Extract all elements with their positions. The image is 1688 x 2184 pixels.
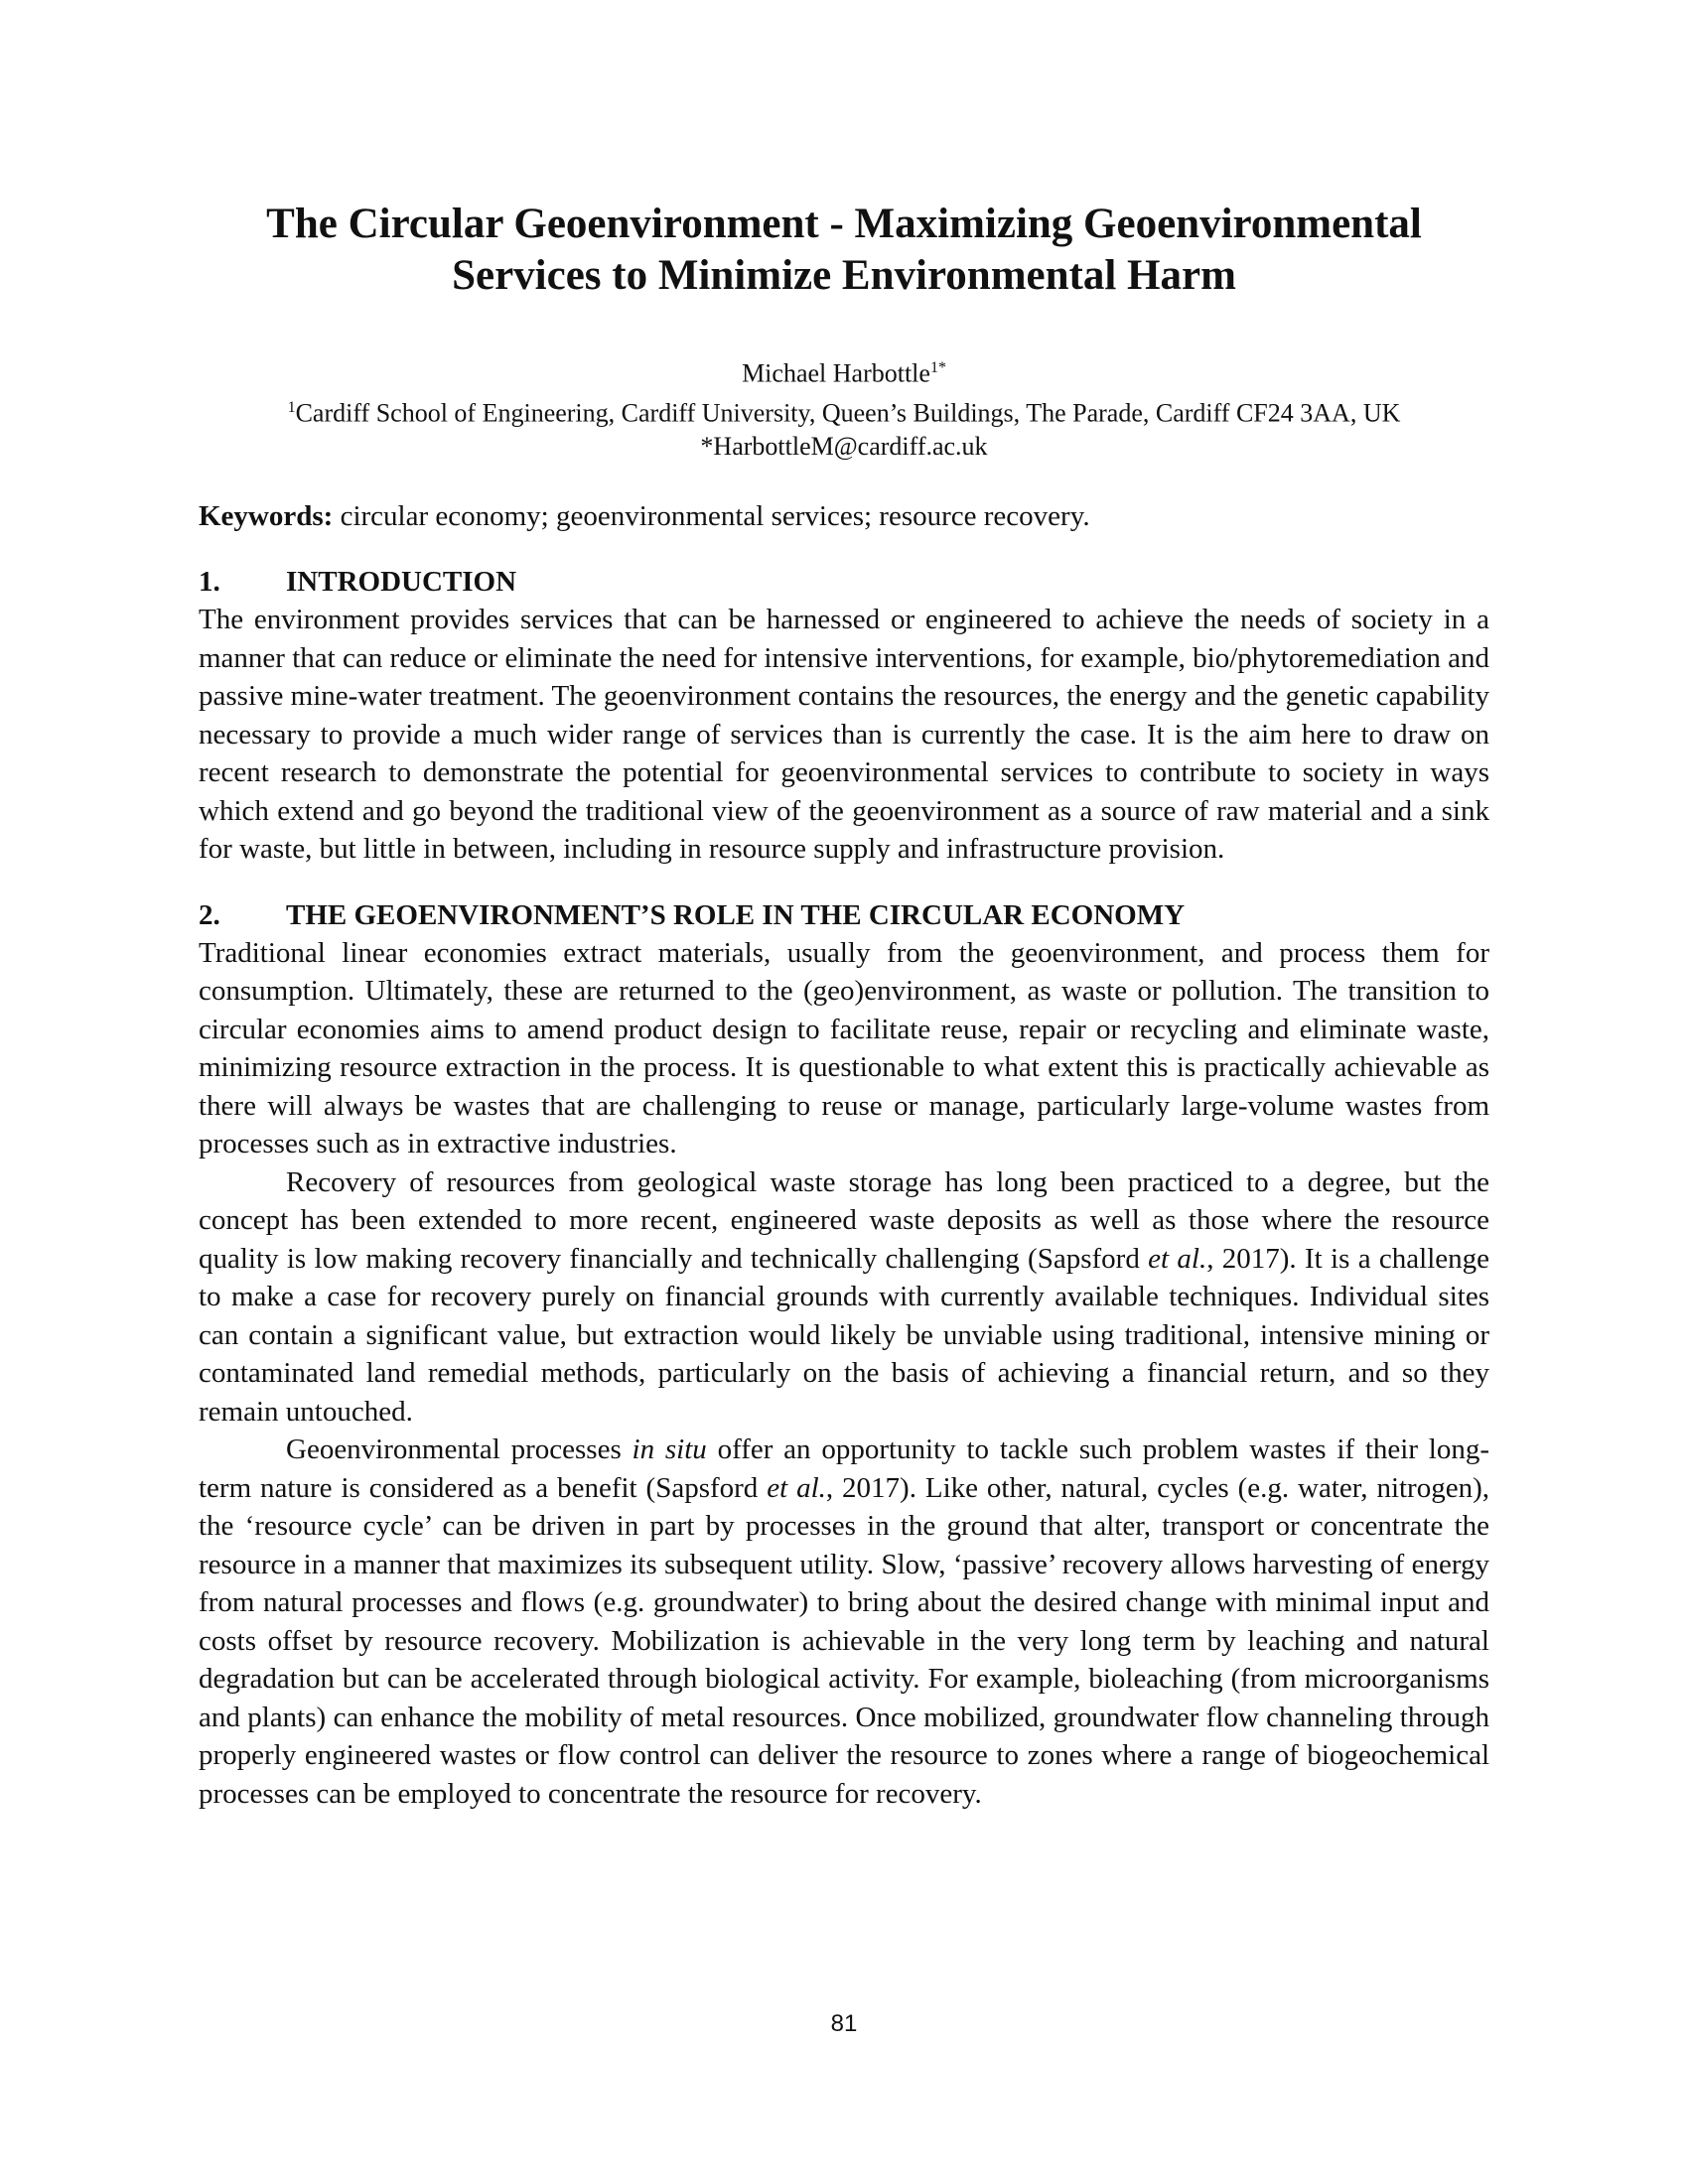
keywords-label: Keywords:	[199, 500, 334, 533]
title-line-2: Services to Minimize Environmental Harm	[452, 252, 1236, 299]
author-line	[199, 351, 1489, 391]
intro-paragraph: The environment provides services that can be harnessed or engineered to achieve the needs of society in a manner that can reduce or eliminate the need for intensive interventions, for example, bio/phytoremediation and passive mine-water treatment. The geoenvironment contains the resources, the energy and the genetic capability necessary to provide a much wider range of services than is currently the case. It is the aim here to draw on recent research to demonstrate the potential for geoenvironmental services to contribute to society in ways which extend and go beyond the traditional view of the geoenvironment as a source of raw material and a sink for waste, but little in between, including in resource supply and infrastructure provision.	[199, 604, 1489, 866]
author-email: *HarbottleM@cardiff.ac.uk	[700, 432, 988, 462]
text-run: offer an opportunity to tackle such problem wastes if their long-term nature is considered as a benefit (Sapsford	[199, 1433, 1489, 1504]
section-heading-2	[199, 896, 1489, 934]
author-block	[199, 351, 1489, 464]
italic-text: et al.	[767, 1471, 826, 1504]
section-number: 1.	[199, 566, 220, 599]
page-number: 81	[830, 2010, 858, 2037]
body-paragraph: Traditional linear economies extract materials, usually from the geoenvironment, and process them for consumption. Ultimately, these are returned to the (geo)environment, as waste or pollution. The transition to circular economies aims to amend product design to facilitate reuse, repair or recycling and eliminate waste, minimizing resource extraction in the process. It is questionable to what extent this is practically achievable as there will always be wastes that are challenging to reuse or manage, particularly large-volume wastes from processes such as in extractive industries.	[199, 936, 1489, 1160]
section-number: 2.	[199, 898, 220, 931]
affiliation-line	[199, 391, 1489, 431]
italic-text: in situ	[632, 1433, 707, 1466]
body-paragraph	[199, 1431, 1489, 1813]
section-title: INTRODUCTION	[286, 566, 517, 599]
text-run: Geoenvironmental processes	[286, 1433, 633, 1466]
author-superscript: 1*	[929, 359, 946, 376]
body-paragraph	[199, 1163, 1489, 1432]
paper-title	[199, 199, 1489, 302]
italic-text: et al.	[1148, 1242, 1207, 1275]
page-content	[199, 199, 1489, 1813]
text-run: , 2017). It is a challenge to make a case for recovery purely on financial grounds with currently available techniques. Individual sites can contain a significant value, but extraction would likely be unviable using traditional, intensive mining or contaminated land remedial methods, particularly on the basis of achieving a financial return, and so they remain untouched.	[199, 1242, 1489, 1428]
keywords-text: circular economy; geoenvironmental services; resource recovery.	[333, 500, 1090, 533]
affiliation: Cardiff School of Engineering, Cardiff University, Queen’s Buildings, The Parade, Cardiff CF24 3AA, UK	[295, 398, 1401, 428]
affiliation-superscript: 1	[287, 398, 296, 416]
text-run: Recovery of resources from geological waste storage has long been practiced to a degree, but the concept has been extended to more recent, engineered waste deposits as well as those where the resource quality is low making recovery financially and technically challenging (Sapsford	[199, 1165, 1489, 1275]
section-heading-1	[199, 563, 1489, 601]
title-line-1: The Circular Geoenvironment - Maximizing Geoenvironmental	[266, 201, 1422, 247]
author-name: Michael Harbottle	[742, 358, 930, 388]
text-run: , 2017). Like other, natural, cycles (e.g. water, nitrogen), the ‘resource cycle’ can be driven in part by processes in the ground that alter, transport or concentrate the resource in a manner that maximizes its subsequent utility. Slow, ‘passive’ recovery allows harvesting of energy from natural processes and flows (e.g. groundwater) to bring about the desired change with minimal input and costs offset by resource recovery. Mobilization is achievable in the very long term by leaching and natural degradation but can be accelerated through biological activity. For example, bioleaching (from microorganisms and plants) can enhance the mobility of metal resources. Once mobilized, groundwater flow channeling through properly engineered wastes or flow control can deliver the resource to zones where a range of biogeochemical processes can be employed to concentrate the resource for recovery.	[199, 1471, 1489, 1810]
section-title: THE GEOENVIRONMENT’S ROLE IN THE CIRCULAR ECONOMY	[286, 898, 1186, 931]
keywords	[199, 497, 1489, 535]
